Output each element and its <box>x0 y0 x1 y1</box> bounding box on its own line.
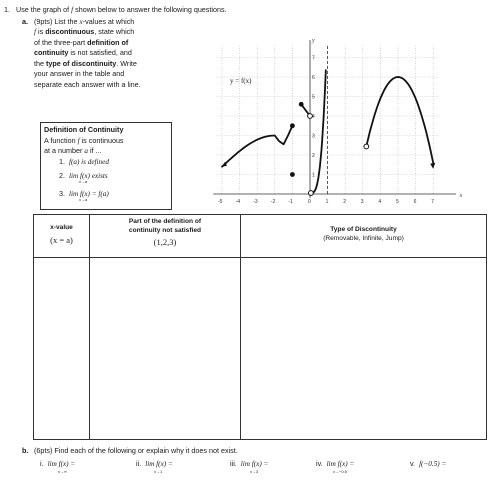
closed-point <box>299 102 304 107</box>
definition-intro-line-2: at a number a if ... <box>44 146 102 155</box>
function-label: y = f(x) <box>230 77 252 85</box>
part-b-item-ii: ii. lim f(x) = <box>136 459 173 468</box>
definition-item-2-sub: x→a <box>79 179 88 184</box>
x-tick-label: 6 <box>413 199 417 205</box>
col-definition-subtitle: (1,2,3) <box>153 237 177 248</box>
part-b-item-v: v. f(−0.5) = <box>410 459 447 468</box>
x-tick-label: 3 <box>360 199 364 205</box>
col-type-header <box>241 215 487 258</box>
x-tick-label: 1 <box>325 199 329 205</box>
y-tick-label: 2 <box>312 153 315 159</box>
curve-segment-arch <box>366 77 433 163</box>
x-tick-label: -2 <box>270 199 276 205</box>
question-number: 1. <box>4 5 10 14</box>
part-a-label: a. <box>22 17 28 26</box>
part-a-line-7: separate each answer with a line. <box>34 79 141 89</box>
col-xvalue-subtitle: (x = a) <box>50 234 73 245</box>
part-b-item-ii-sub: x→1 <box>154 469 163 474</box>
x-tick-label: 7 <box>431 199 434 205</box>
x-tick-label: 4 <box>378 199 382 205</box>
table-header-row <box>34 215 487 258</box>
closed-point <box>290 123 295 128</box>
question-stem: Use the graph of f shown below to answer the following questions. <box>16 5 227 14</box>
definition-box <box>40 122 172 210</box>
definition-item-3: 3. lim f(x) = f(a) <box>59 189 109 198</box>
col-definition-header <box>90 215 241 258</box>
definition-title: Definition of Continuity <box>44 125 124 134</box>
x-tick-label: 2 <box>343 199 346 205</box>
y-tick-label: 1 <box>312 172 315 179</box>
y-tick-label: 4 <box>312 114 315 120</box>
x-tick-label: -4 <box>235 199 241 205</box>
definition-item-1: 1. f(a) is defined <box>59 157 109 166</box>
part-b-label: b. <box>22 446 29 455</box>
arrow-head-right <box>430 163 435 169</box>
definition-item-2: 2. lim f(x) exists <box>59 171 108 180</box>
part-a-line-4: continuity is not satisfied, and <box>34 48 132 57</box>
x-tick-label: 0 <box>308 199 311 205</box>
col-xvalue-header <box>34 215 90 258</box>
part-a-line-6: your answer in the table and <box>34 69 125 78</box>
open-point <box>308 114 313 119</box>
open-point <box>308 191 313 196</box>
part-a-line-3: of the three-part definition of <box>34 37 129 47</box>
x-tick-label: -3 <box>253 199 258 205</box>
part-a-line-1: (9pts) List the x-values at which <box>34 17 135 26</box>
y-axis-label: y <box>312 37 315 44</box>
col-definition-title-1: Part of the definition of <box>128 218 202 225</box>
part-b-item-i: i. lim f(x) = <box>40 459 76 468</box>
y-tick-label: 6 <box>312 75 315 81</box>
x-tick-label: 5 <box>396 199 399 205</box>
answer-cell-xvalue[interactable] <box>34 258 90 440</box>
part-b-item-iii: iii. lim f(x) = <box>230 459 269 468</box>
y-tick-label: 5 <box>312 94 315 101</box>
part-a-line-2: f is discontinuous, state which <box>34 27 135 36</box>
y-tick-label: 3 <box>312 133 315 140</box>
part-b-item-i-sub: x→∞ <box>58 469 67 474</box>
function-graph <box>195 24 493 214</box>
answer-cell-definition[interactable] <box>90 258 241 440</box>
part-b-text: (6pts) Find each of the following or explain why it does not exist. <box>34 446 238 455</box>
x-tick-label: -1 <box>288 199 293 205</box>
x-tick-label: -5 <box>218 199 223 205</box>
open-point <box>364 144 369 149</box>
col-type-title: Type of Discontinuity <box>330 226 397 233</box>
part-b-item-iv: iv. lim f(x) = <box>316 459 355 468</box>
answer-table <box>33 214 487 440</box>
table-answer-row <box>34 258 487 440</box>
graph-curve <box>222 46 435 196</box>
isolated-point <box>290 172 295 177</box>
col-definition-title-2: continuity not satisfied <box>128 226 202 234</box>
col-type-subtitle: (Removable, Infinite, Jump) <box>323 234 404 242</box>
part-a-line-5: the type of discontinuity. Write <box>34 58 137 68</box>
graph-axes <box>213 38 462 199</box>
x-axis-label: x <box>459 193 463 199</box>
part-b-item-iii-sub: x→3 <box>250 469 259 474</box>
definition-intro-line-1: A function f is continuous <box>44 136 124 145</box>
answer-cell-type[interactable] <box>241 258 487 440</box>
y-tick-label: 7 <box>312 55 315 62</box>
col-xvalue-title: x-value <box>50 224 73 231</box>
definition-item-3-sub: x→a <box>79 197 88 202</box>
part-b-item-iv-sub: x→−0.5⁻ <box>333 469 350 474</box>
